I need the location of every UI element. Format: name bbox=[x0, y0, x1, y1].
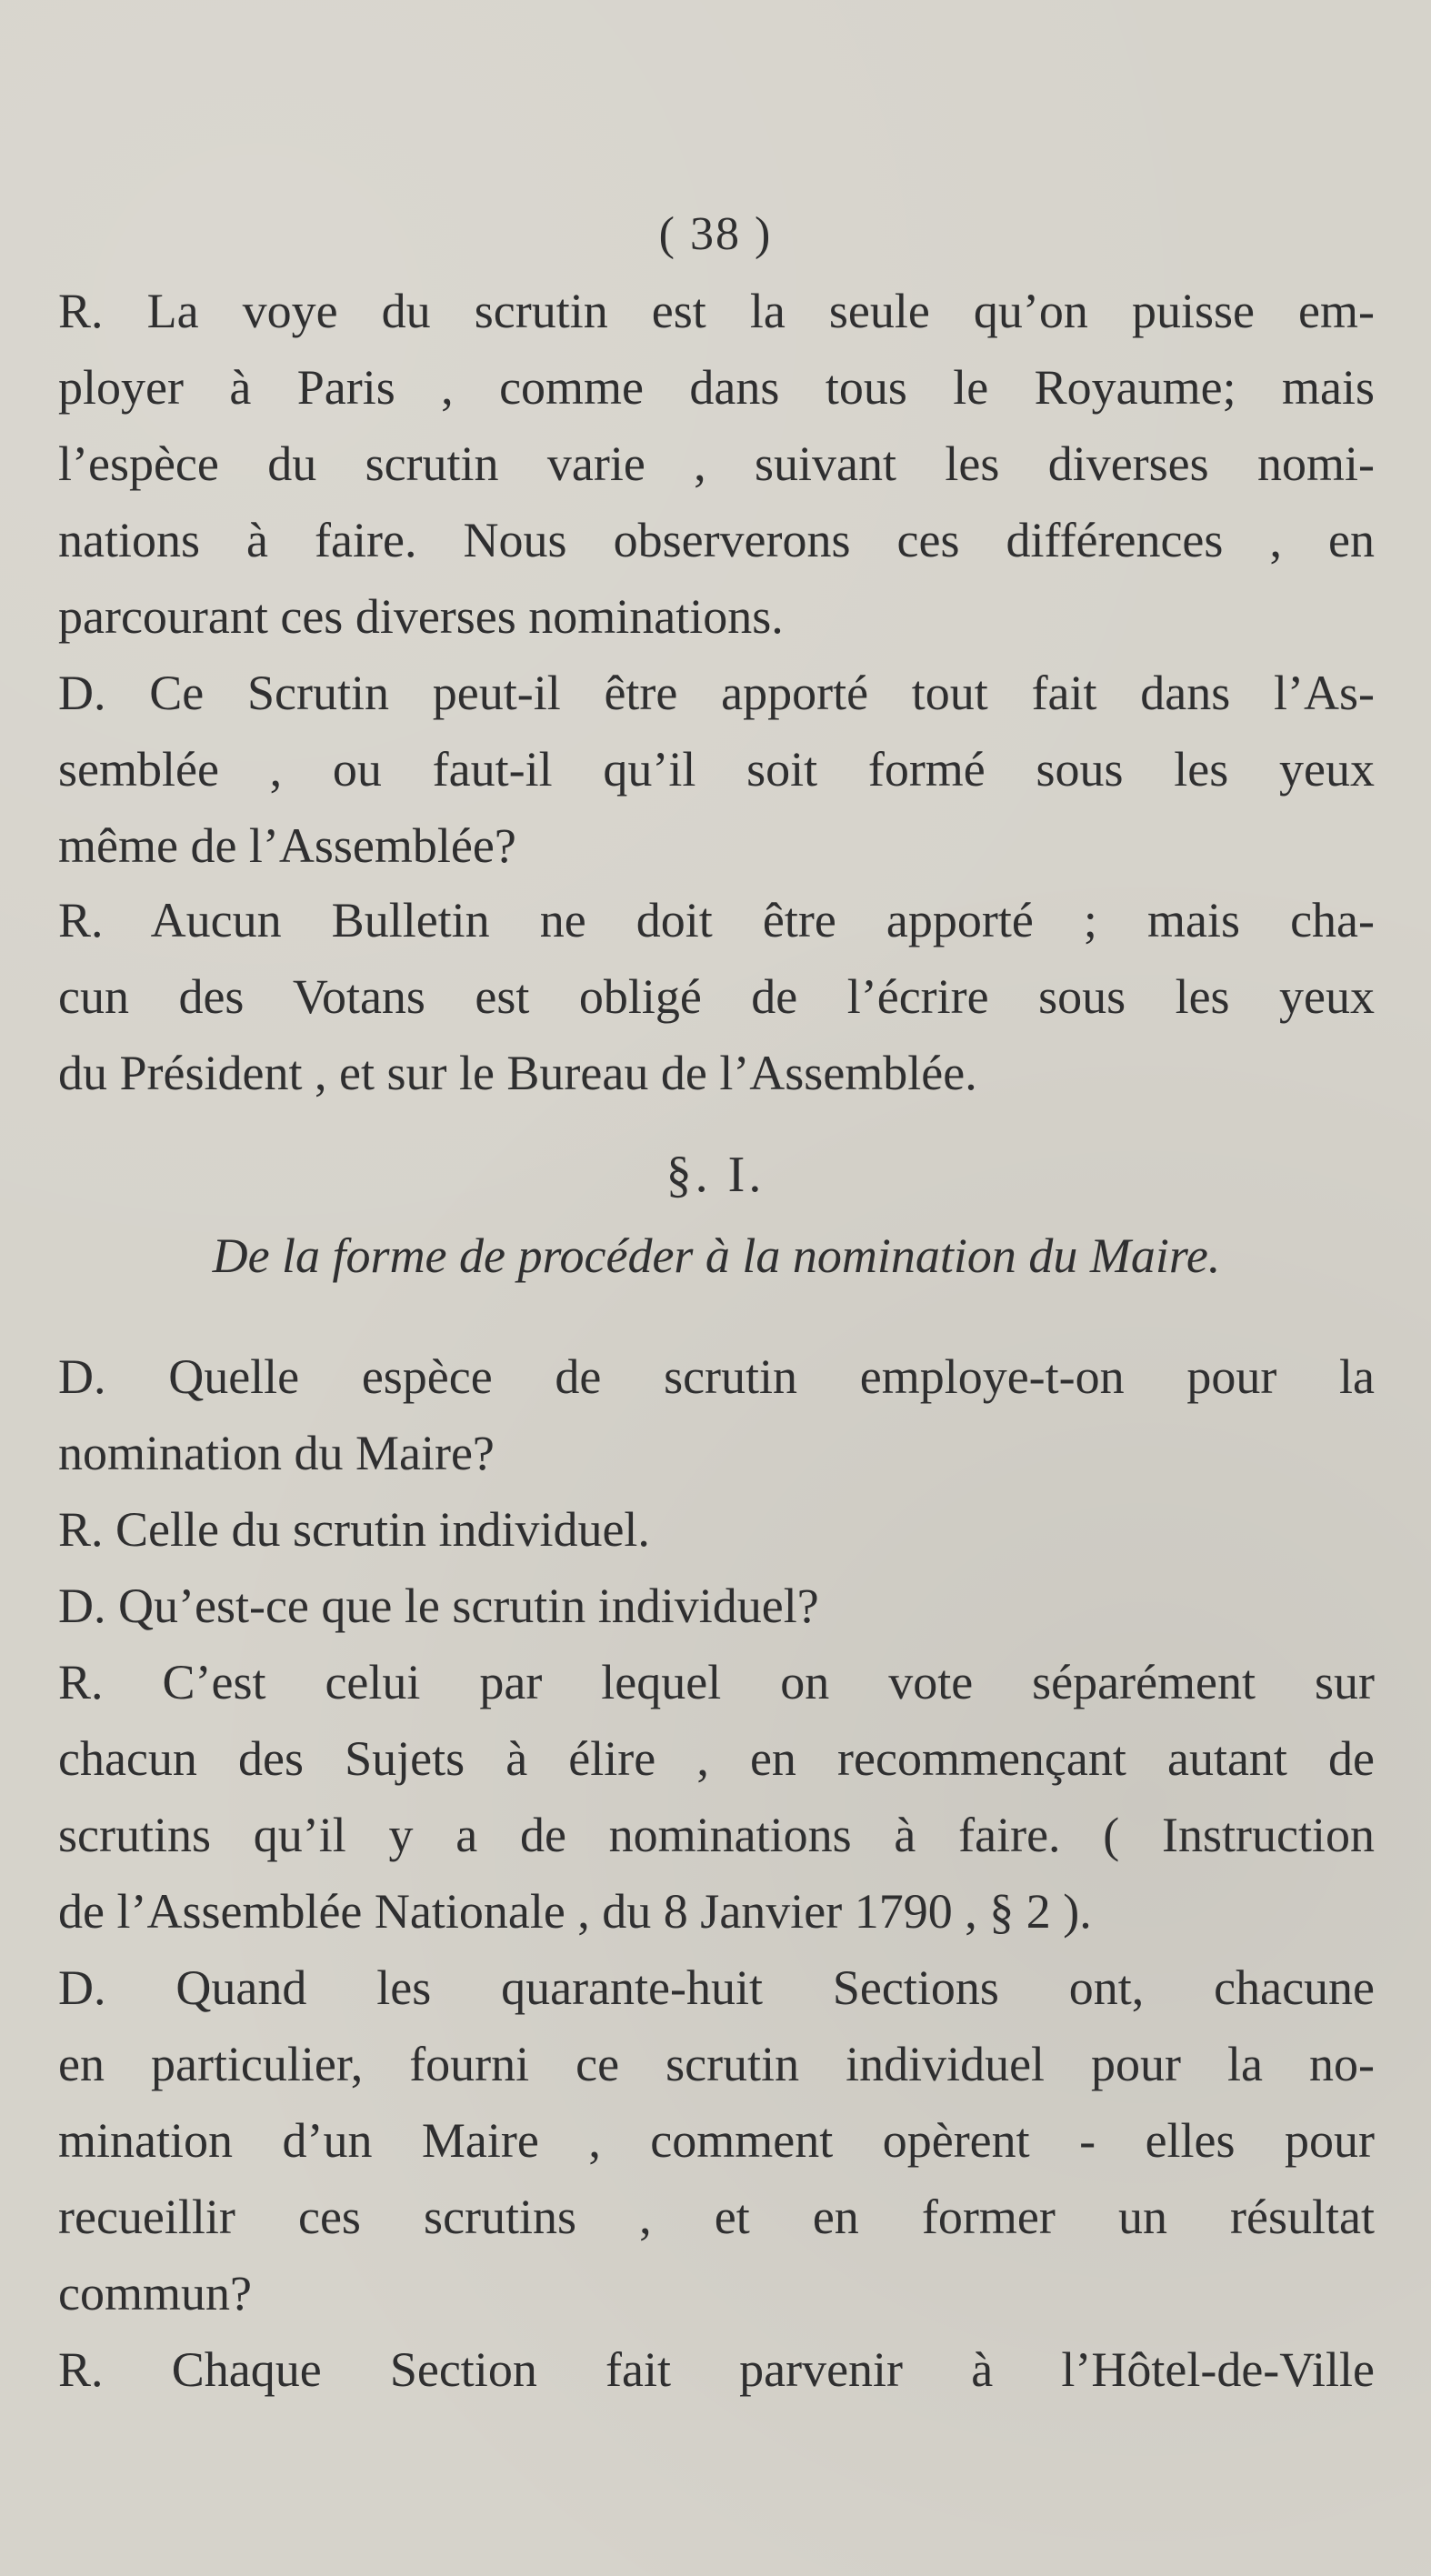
paragraph-7 bbox=[58, 1644, 1375, 1950]
text-line: D. Quelle espèce de scrutin employe-t-on pour la bbox=[58, 1349, 1375, 1404]
text-line: recueillir ces scrutins , et en former un résultat bbox=[58, 2190, 1375, 2244]
text-line: R. C’est celui par lequel on vote séparément sur bbox=[58, 1655, 1375, 1709]
section-title: De la forme de procéder à la nomination du Maire. bbox=[212, 1228, 1221, 1283]
text-line: cun des Votans est obligé de l’écrire sous les yeux bbox=[58, 969, 1375, 1024]
text-line: R. La voye du scrutin est la seule qu’on puisse em- bbox=[58, 284, 1375, 338]
paragraph-8 bbox=[58, 1950, 1375, 2331]
text-line: de l’Assemblée Nationale , du 8 Janvier 1790 , § 2 ). bbox=[58, 1884, 1092, 1939]
text-line: D. Quand les quarante-huit Sections ont, chacune bbox=[58, 1960, 1375, 2015]
paragraph-5 bbox=[58, 1491, 1375, 1568]
text-line: ployer à Paris , comme dans tous le Royaume; mais bbox=[58, 360, 1375, 415]
text-line: nations à faire. Nous observerons ces différences , en bbox=[58, 513, 1375, 567]
paragraph-1 bbox=[58, 273, 1375, 655]
text-line: R. Chaque Section fait parvenir à l’Hôtel-de-Ville bbox=[58, 2342, 1375, 2397]
text-line: du Président , et sur le Bureau de l’Assemblée. bbox=[58, 1046, 977, 1100]
text-line: en particulier, fourni ce scrutin individuel pour la no- bbox=[58, 2037, 1375, 2091]
text-line: nomination du Maire? bbox=[58, 1426, 495, 1480]
text-line: semblée , ou faut-il qu’il soit formé sous les yeux bbox=[58, 742, 1375, 797]
section-number: §. I. bbox=[665, 1147, 766, 1203]
paragraph-3 bbox=[58, 882, 1375, 1111]
text-line: scrutins qu’il y a de nominations à faire. ( Instruction bbox=[58, 1808, 1375, 1862]
text-line: l’espèce du scrutin varie , suivant les diverses nomi- bbox=[58, 436, 1375, 491]
text-line: D. Qu’est-ce que le scrutin individuel? bbox=[58, 1579, 819, 1633]
paragraph-2 bbox=[58, 655, 1375, 884]
paragraph-6 bbox=[58, 1568, 1375, 1644]
paragraph-9 bbox=[58, 2331, 1375, 2408]
paragraph-4 bbox=[58, 1338, 1375, 1491]
text-line: D. Ce Scrutin peut-il être apporté tout fait dans l’As- bbox=[58, 666, 1375, 720]
text-line: parcourant ces diverses nominations. bbox=[58, 589, 784, 644]
page-number: ( 38 ) bbox=[658, 208, 773, 260]
text-line: mination d’un Maire , comment opèrent - elles pour bbox=[58, 2113, 1375, 2168]
text-line: commun? bbox=[58, 2266, 252, 2320]
text-line: même de l’Assemblée? bbox=[58, 818, 516, 873]
text-line: R. Celle du scrutin individuel. bbox=[58, 1502, 650, 1557]
text-line: chacun des Sujets à élire , en recommençant autant de bbox=[58, 1731, 1375, 1786]
text-line: R. Aucun Bulletin ne doit être apporté ; mais cha- bbox=[58, 893, 1375, 947]
